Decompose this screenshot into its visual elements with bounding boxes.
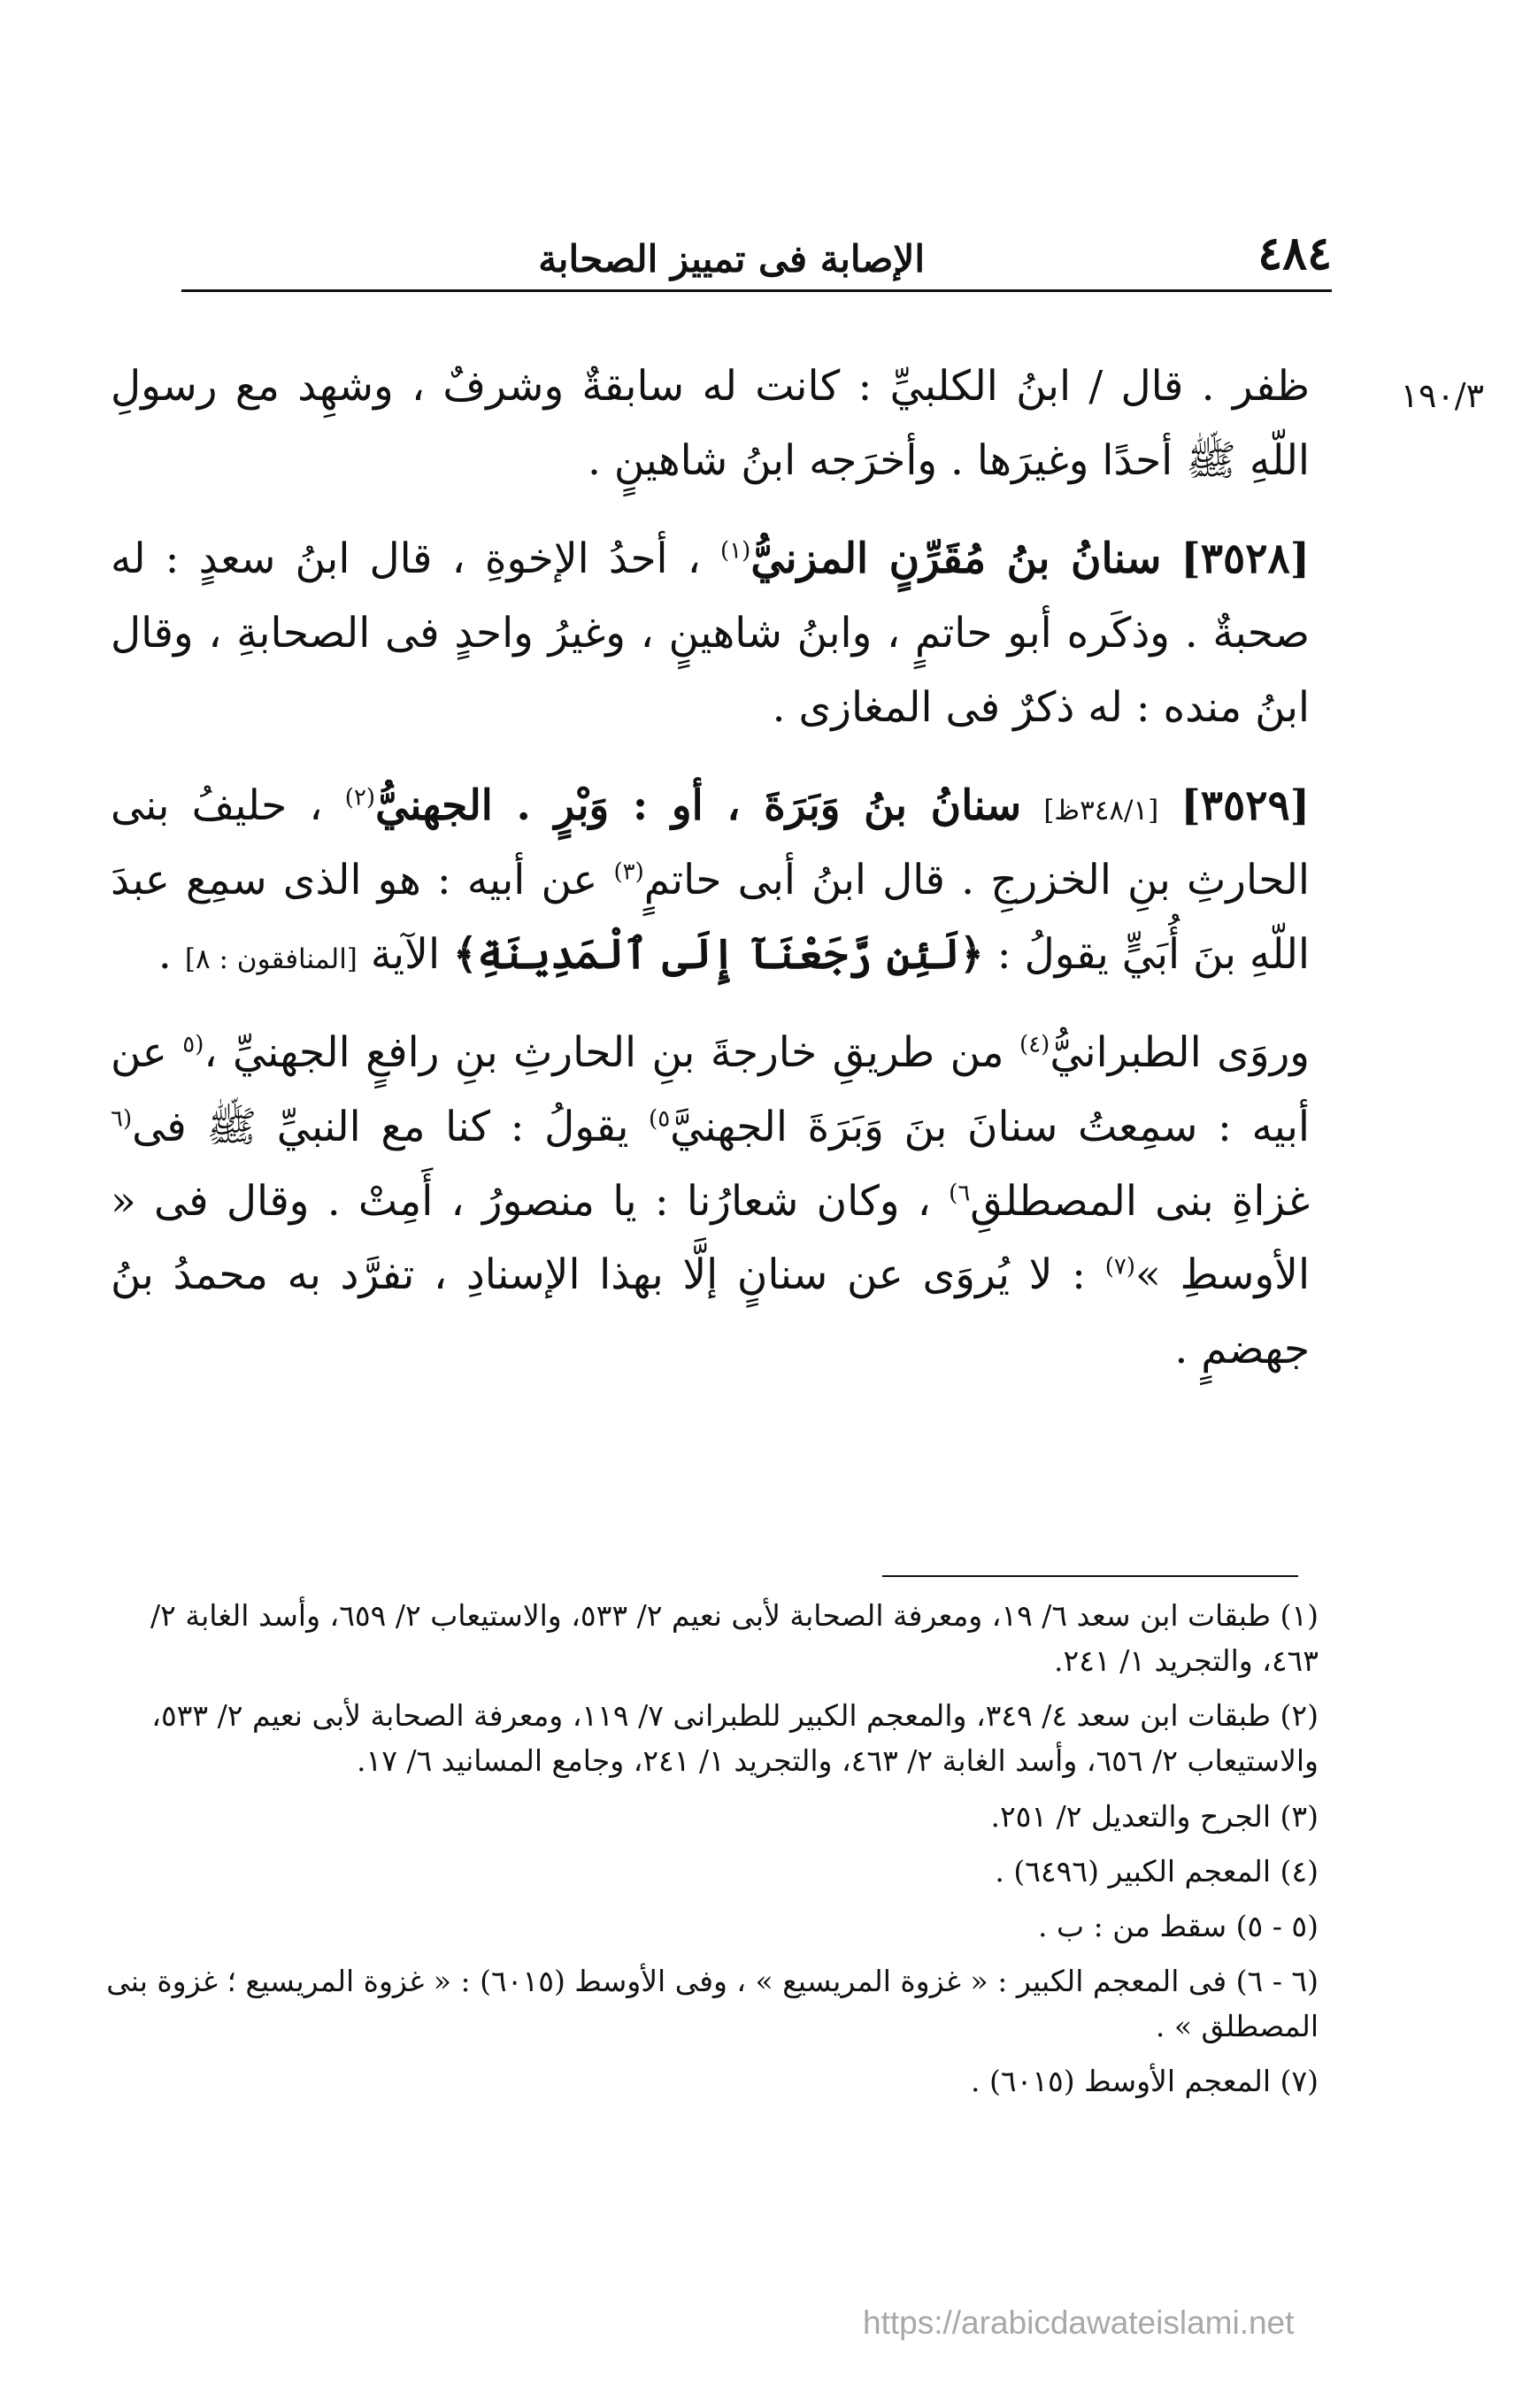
footnote-2: (٢) طبقات ابن سعد ٤/ ٣٤٩، والمعجم الكبير للطبرانى ٧/ ١١٩، ومعرفة الصحابة لأبى نعيم ٢/ ٥٣٣، والاستيعاب ٢/ ٦٥٦، وأسد الغابة ٢/ ٤٦٣، والتجريد ١/ ٢٤١، وجامع المسانيد ٦/ ١٧. bbox=[151, 1698, 1319, 1779]
footnote-ref: (٤) bbox=[1019, 1031, 1050, 1058]
running-title: الإصابة فى تمييز الصحابة bbox=[538, 237, 925, 281]
entry-text: الآية bbox=[370, 929, 441, 979]
main-text bbox=[111, 350, 1310, 1412]
footnote-ref: (٣) bbox=[613, 858, 644, 886]
entry-name: سنانُ بنُ وَبَرَةَ ، أو : وَبْرٍ . الجهنيُّ bbox=[375, 781, 1022, 831]
footnote-5: (٥ - ٥) سقط من : ب . bbox=[1038, 1908, 1319, 1943]
entry-number: [٣٥٢٨] bbox=[1180, 535, 1310, 584]
entry-3528 bbox=[111, 522, 1310, 744]
entry-name: سنانُ بنُ مُقَرِّنٍ المزنيُّ bbox=[750, 535, 1162, 584]
paragraph-tabarani: وروَى الطبرانيُّ$^{(٤)}$ من طريقِ خارجةَ بنِ الحارثِ بنِ رافعٍ الجهنيِّ ،$^{(٥}$ عن أبيه : سمِعتُ سنانَ بنَ وَبَرَةَ الجهنيَّ$^{٥)}$ يقولُ : كنا مع النبيِّ ﷺ فى$^{(٦}$ غزاةِ بنى المصطلقِ$^{٦)}$ ، وكان شعارُنا : يا منصورُ ، أَمِتْ . وقال فى « الأوسطِ »$^{(٧)}$ : لا يُروَى عن سنانٍ إلَّا بهذا الإسنادِ ، تفرَّد به محمدُ بنُ جهضمٍ . bbox=[111, 1028, 1310, 1373]
page-number: ٤٨٤ bbox=[1257, 227, 1332, 281]
footnote-7: (٧) المعجم الأوسط (٦٠١٥) . bbox=[971, 2064, 1319, 2099]
footnote-ref: ٥) bbox=[649, 1105, 671, 1133]
paragraph-continuation: ظفر . قال / ابنُ الكلبيِّ : كانت له سابقةٌ وشرفٌ ، وشهِد مع رسولِ اللّهِ ﷺ أحدًا وغيرَها . وأخرَجه ابنُ شاهينٍ . bbox=[111, 362, 1310, 485]
surah-ref: [المنافقون : ٨] bbox=[184, 942, 358, 975]
footnote-ref: (٧) bbox=[1104, 1253, 1135, 1281]
footnote-ref: (٢) bbox=[344, 784, 376, 812]
folio-ref: [٣٤٨/١ظ] bbox=[1043, 795, 1159, 827]
entry-number: [٣٥٢٩] bbox=[1180, 781, 1310, 831]
page-header bbox=[181, 205, 1332, 292]
quran-quote: ﴿لَئِن رَّجَعْنَآ إِلَى ٱلْمَدِينَةِ﴾ bbox=[452, 929, 984, 979]
entry-3529: [٣٥٢٩] [٣٤٨/١ظ] سنانُ بنُ وَبَرَةَ ، أو : وَبْرٍ . الجهنيُّ$^{(٢)}$ ، حليفُ بنى الحارثِ بنِ الخزرجِ . قال ابنُ أبى حاتمٍ$^{(٣)}$ عن أبيه : هو الذى سمِع عبدَ اللّهِ بنَ أُبَيٍّ يقولُ : ﴿لَئِن رَّجَعْنَآ إِلَى ٱلْمَدِينَةِ﴾ الآية [المنافقون : ٨] . bbox=[111, 781, 1310, 979]
footnote-ref: (٥ bbox=[182, 1031, 204, 1058]
entry-text: ، حليفُ بنى الحارثِ بنِ الخزرجِ . قال ابنُ أبى حاتمٍ bbox=[111, 781, 1310, 904]
footnote-separator bbox=[882, 1575, 1298, 1577]
watermark-url: https://arabicdawateislami.net bbox=[863, 2304, 1295, 2341]
margin-volume-page-ref: ١٩٠/٣ bbox=[1400, 376, 1484, 415]
footnotes bbox=[97, 1593, 1319, 2113]
entry-text: عن أبيه : هو الذى سمِع عبدَ اللّهِ بنَ أُبَيٍّ يقولُ : bbox=[111, 855, 1310, 979]
footnote-ref: ٦) bbox=[949, 1179, 971, 1206]
footnote-ref: (١) bbox=[720, 537, 751, 565]
footnote-4: (٤) المعجم الكبير (٦٤٩٦) . bbox=[995, 1853, 1319, 1889]
footnote-6: (٦ - ٦) فى المعجم الكبير : « غزوة المريسيع » ، وفى الأوسط (٦٠١٥) : « غزوة المريسيع ؛ غزوة بنى المصطلق » . bbox=[106, 1963, 1319, 2044]
footnote-3: (٣) الجرح والتعديل ٢/ ٢٥١. bbox=[990, 1798, 1319, 1834]
entry-text: ، أحدُ الإخوةِ ، قال ابنُ سعدٍ : له صحبةٌ . وذكَره أبو حاتمٍ ، وابنُ شاهينٍ ، وغيرُ واحدٍ فى الصحابةِ ، وقال ابنُ منده : له ذكرٌ فى المغازى . bbox=[111, 535, 1310, 732]
footnote-1: (١) طبقات ابن سعد ٦/ ١٩، ومعرفة الصحابة لأبى نعيم ٢/ ٥٣٣، والاستيعاب ٢/ ٦٥٩، وأسد الغابة ٢/ ٤٦٣، والتجريد ١/ ٢٤١. bbox=[150, 1598, 1319, 1679]
footnote-ref: (٦ bbox=[111, 1105, 133, 1133]
